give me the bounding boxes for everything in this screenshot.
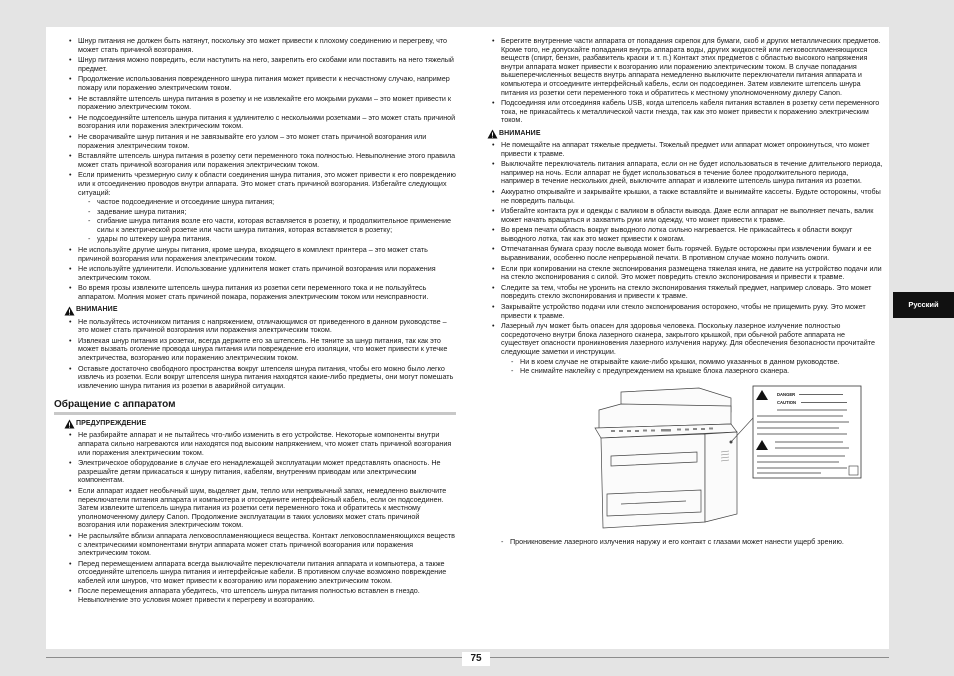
warning-list	[68, 431, 456, 604]
warning-triangle-icon	[64, 419, 75, 429]
list-item: • Не пользуйтесь источником питания с напряжением, отличающимся от приведенного в данном руководстве – это может стать причиной возгорания или поражения электрическим током.	[68, 318, 456, 335]
list-item: • Если при копировании на стекле экспонирования размещена тяжелая книга, не давите на устройство подачи или на стекло экспонирования с силой. Это может повредить стекло экспонирования и привести к травме.	[491, 265, 883, 282]
list-item: • Во время печати область вокруг выводного лотка сильно нагревается. Не прикасайтесь к области вокруг выводного лотка, так как это может привести к ожогам.	[491, 226, 883, 243]
list-item: • Электрическое оборудование в случае его ненадлежащей эксплуатации может представлять опасность. Не разрешайте детям прикасаться к шнуру питания, кабелям, внутренним приводам или электрическим компонентам.	[68, 459, 456, 485]
warning-triangle-icon	[64, 306, 75, 316]
list-item: • Не используйте удлинители. Использование удлинителя может стать причиной возгорания или поражения электрическим током.	[68, 265, 456, 282]
sub-item: - Ни в коем случае не открывайте какие-либо крышки, помимо указанных в данном руководстве.	[501, 358, 883, 367]
right-column	[491, 37, 883, 547]
list-item: • Шнур питания можно повредить, если наступить на него, закрепить его скобами или поставить на него тяжелый предмет.	[68, 56, 456, 73]
section-title: Обращение с аппаратом	[54, 399, 456, 415]
list-item: • Не используйте другие шнуры питания, кроме шнура, входящего в комплект принтера – это может стать причиной возгорания или поражения электрическим током.	[68, 246, 456, 263]
list-item: • Не вставляйте штепсель шнура питания в розетку и не извлекайте его мокрыми руками – это может привести к поражению электрическим током.	[68, 95, 456, 112]
caution-list	[68, 318, 456, 391]
caution-list	[491, 141, 883, 376]
list-item: • Оставьте достаточно свободного пространства вокруг штепселя шнура питания, чтобы его можно было легко извлечь из розетки. Если вокруг штепселя шнура питания находятся какие-либо предметы, они могут помешать извлечению шнура питания из розетки в аварийной ситуации.	[68, 365, 456, 391]
list-item: • Не сворачивайте шнур питания и не завязывайте его узлом – это может стать причиной возгорания или поражения электрическим током.	[68, 133, 456, 150]
list-item: • Следите за тем, чтобы не уронить на стекло экспонирования тяжелый предмет, например словарь. Это может повредить стекло экспонирования и привести к травме.	[491, 284, 883, 301]
list-item: • Во время грозы извлеките штепсель шнура питания из розетки сети переменного тока и не пользуйтесь аппаратом. Молния может стать причиной пожара, поражения электрическим током или неисправности.	[68, 284, 456, 301]
list-item: • Не распыляйте вблизи аппарата легковоспламеняющиеся вещества. Контакт легковоспламеняющихся веществ с электрическими компонентами внутри аппарата может стать причиной возгорания или поражения электрическим током.	[68, 532, 456, 558]
caution-heading	[487, 129, 883, 139]
language-tab[interactable]: Русский	[893, 292, 954, 318]
list-item: • Извлекая шнур питания из розетки, всегда держите его за штепсель. Не тяните за шнур питания, так как это может вызвать оголение провода шнура питания или повреждение его изоляции, что может привести к утечке электричества, возгоранию или поражению электрическим током.	[68, 337, 456, 363]
list-item: • Закрывайте устройство подачи или стекло экспонирования осторожно, чтобы не прищемить руку. Это может привести к травме.	[491, 303, 883, 320]
list-item-text: Если применить чрезмерную силу к области соединения шнура питания, это может привести к его повреждению или к отсоединению проводов внутри аппарата. Это может стать причиной возгорания. Избегайте следующих ситуаций:	[78, 170, 456, 197]
caution-label: ВНИМАНИЕ	[499, 129, 541, 137]
list-item: • Подсоединяя или отсоединяя кабель USB, когда штепсель кабеля питания вставлен в розетку сети переменного тока, не прикасайтесь к металлической части гнезда, так как это может привести к поражению электрическим током.	[491, 99, 883, 125]
sub-item: - удары по штекеру шнура питания.	[78, 235, 456, 244]
printer-illustration	[581, 382, 881, 534]
sub-list	[78, 198, 456, 244]
list-item: • Перед перемещением аппарата всегда выключайте переключатели питания аппарата и компьютера, а также отсоединяйте штепсель шнура питания и интерфейсные кабели. В противном случае возможно повреждение кабелей или шнуров, что может привести к возгоранию или поражению электрическим током.	[68, 560, 456, 586]
list-item: • Не помещайте на аппарат тяжелые предметы. Тяжелый предмет или аппарат может опрокинуться, что может привести к травме.	[491, 141, 883, 158]
sub-item: - частое подсоединение и отсоединие шнура питания;	[78, 198, 456, 207]
list-item: • После перемещения аппарата убедитесь, что штепсель шнура питания полностью вставлен в гнездо. Невыполнение это условия может привести к перегреву и возгоранию.	[68, 587, 456, 604]
top-band	[0, 0, 954, 27]
label-danger-text: DANGER	[777, 391, 796, 397]
caution-label: ВНИМАНИЕ	[76, 306, 118, 314]
list-item: • Выключайте переключатель питания аппарата, если он не будет использоваться в течение длительного периода, например на ночь. Если аппарат не будет использоваться в течение более продолжительного периода, например в течение нескольких дней, выключите аппарат и извлеките штепсель шнура питания из розетки.	[491, 160, 883, 186]
list-item: • Отпечатанная бумага сразу после вывода может быть горячей. Будьте осторожны при извлечении бумаги и ее выравнивании, особенно после непрерывной печати. В противном случае можно получить ожоги.	[491, 245, 883, 262]
list-item: • Продолжение использования поврежденного шнура питания может привести к несчастному случаю, например пожару или поражению электрическим током.	[68, 75, 456, 92]
list-item: • Избегайте контакта рук и одежды с валиком в области вывода. Даже если аппарат не выполняет печать, валик может начать вращаться и захватить руки или одежду, что может привести к травме.	[491, 207, 883, 224]
laser-warning-sub-list	[491, 538, 883, 547]
sub-item: - Не снимайте наклейку с предупреждением на крышке блока лазерного сканера.	[501, 367, 883, 376]
list-item: • Не разбирайте аппарат и не пытайтесь что-либо изменить в его устройстве. Некоторые компоненты внутри аппарата сильно нагреваются или находятся под высоким напряжением, что может стать причиной возгорания или поражения электрическим током.	[68, 431, 456, 457]
sub-item: - задевание шнура питания;	[78, 208, 456, 217]
list-item: • Аккуратно открывайте и закрывайте крышки, а также вставляйте и вынимайте кассеты. Будьте осторожны, чтобы не повредить пальцы.	[491, 188, 883, 205]
right-band	[889, 0, 954, 676]
page-number: 75	[462, 652, 490, 666]
list-item: • Берегите внутренние части аппарата от попадания скрепок для бумаги, скоб и других металлических предметов. Кроме того, не допускайте попадания внутрь аппарата воды, других жидкостей или легковоспламеняющихся веществ (спирт, бензин, разбавитель краски и т. п.) Контакт этих предметов с областью высокого напряжения внутри аппарата может привести к возгоранию или поражению электрическим током. В случае попадания вышеперечисленных веществ внутрь аппарата немедленно выключите переключатели питания аппарата и компьютера и отсоедините интерфейсный кабель, если он подсоединен. Затем извлеките штепсель шнура питания из розетки сети переменного тока и обратитесь к местному уполномоченному дилеру Canon.	[491, 37, 883, 97]
warning-heading	[64, 419, 456, 429]
sub-item: - Проникновение лазерного излучения наружу и его контакт с глазами может нанести ущерб зрению.	[491, 538, 883, 547]
warning-label: ПРЕДУПРЕЖДЕНИЕ	[76, 420, 147, 428]
list-item	[68, 171, 456, 244]
caution-heading	[64, 306, 456, 316]
label-caution-text: CAUTION	[777, 399, 797, 405]
right-warning-list	[491, 37, 883, 125]
sub-list	[501, 358, 883, 376]
power-cord-list	[68, 37, 456, 302]
list-item: • Не подсоединяйте штепсель шнура питания к удлинителю с несколькими розетками – это может стать причиной возгорания или поражения электрическим током.	[68, 114, 456, 131]
sub-item: - сгибание шнура питания возле его части, которая вставляется в розетку, и продолжительное применение силы к электрической розетке или части шнура питания, которая вставляется в розетку;	[78, 217, 456, 234]
list-item: • Вставляйте штепсель шнура питания в розетку сети переменного тока полностью. Невыполнение этого правила может стать причиной возгорания или поражения электрическим током.	[68, 152, 456, 169]
list-item: • Если аппарат издает необычный шум, выделяет дым, тепло или непривычный запах, немедленно выключите переключатели питания аппарата и компьютера и отсоедините интерфейсный кабель, если он подсоединен. Затем извлеките штепсель шнура питания из розетки сети переменного тока и обратитесь к местному уполномоченному дилеру Canon. Продолжение эксплуатации в таких условиях может стать причиной возгорания или поражения электрическим током.	[68, 487, 456, 530]
list-item: • Шнур питания не должен быть натянут, поскольку это может привести к плохому соединению и перегреву, что может стать причиной возгорания.	[68, 37, 456, 54]
list-item	[491, 322, 883, 376]
left-band	[0, 0, 46, 676]
printer-laser-label-illustration	[581, 382, 881, 534]
list-item-text: Лазерный луч может быть опасен для здоровья человека. Поскольку лазерное излучение полностью сосредоточено внутри блока лазерного сканера, закрытого крышкой, при обычной работе аппарата не существует опасности проникновения лазерного излучения наружу. Для обеспечения безопасности прочитайте следующие заметки и инструкции.	[501, 321, 875, 356]
left-column	[54, 36, 456, 607]
warning-triangle-icon	[487, 129, 498, 139]
